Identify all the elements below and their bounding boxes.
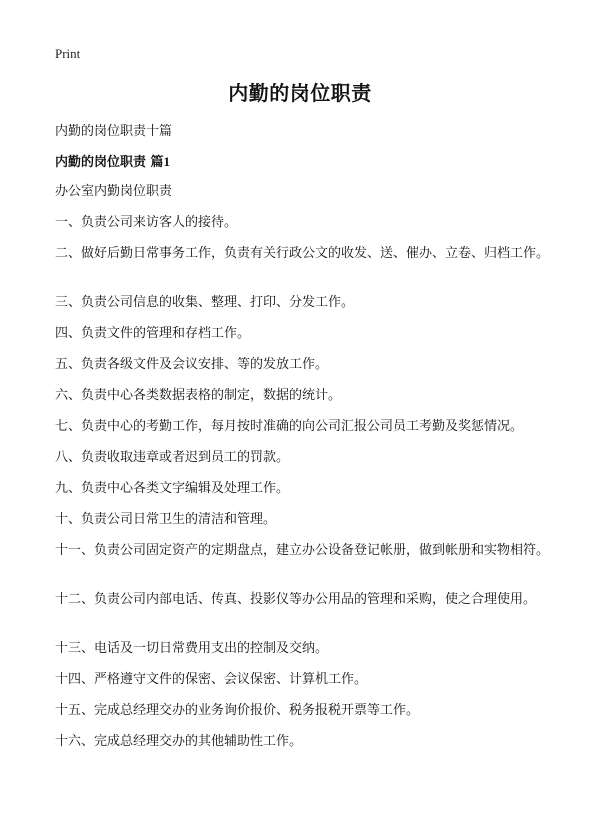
list-item: 十四、严格遵守文件的保密、会议保密、计算机工作。 (55, 672, 368, 687)
section-title-text: 内勤的岗位职责 篇 (55, 155, 164, 170)
list-item: 七、负责中心的考勤工作，每月按时准确的向公司汇报公司员工考勤及奖惩情况。 (55, 419, 524, 434)
list-item: 二、做好后勤日常事务工作，负责有关行政公文的收发、送、催办、立卷、归档工作。 (55, 246, 550, 261)
list-item: 九、负责中心各类文字编辑及处理工作。 (55, 481, 290, 496)
list-item: 一、负责公司来访客人的接待。 (55, 215, 238, 230)
section-number: 1 (163, 154, 171, 169)
list-item: 十一、负责公司固定资产的定期盘点，建立办公设备登记帐册，做到帐册和实物相符。 (55, 543, 550, 558)
list-item: 六、负责中心各类数据表格的制定，数据的统计。 (55, 388, 342, 403)
list-item: 五、负责各级文件及会议安排、等的发放工作。 (55, 357, 329, 372)
list-item: 十二、负责公司内部电话、传真、投影仪等办公用品的管理和采购，使之合理使用。 (55, 592, 537, 607)
page-title: 内勤的岗位职责 (228, 81, 372, 105)
list-item: 四、负责文件的管理和存档工作。 (55, 326, 251, 341)
list-item: 十六、完成总经理交办的其他辅助性工作。 (55, 734, 303, 749)
list-item: 三、负责公司信息的收集、整理、打印、分发工作。 (55, 295, 355, 310)
section-title (55, 151, 170, 170)
list-item: 十、负责公司日常卫生的清洁和管理。 (55, 512, 277, 527)
list-item: 十三、电话及一切日常费用支出的控制及交纳。 (55, 641, 329, 656)
duty-list (55, 183, 555, 764)
list-item: 八、负责收取违章或者迟到员工的罚款。 (55, 450, 290, 465)
print-link[interactable]: Print (55, 46, 81, 61)
list-item: 十五、完成总经理交办的业务询价报价、税务报税开票等工作。 (55, 703, 420, 718)
document-subtitle: 内勤的岗位职责十篇 (55, 124, 173, 139)
list-item: 办公室内勤岗位职责 (55, 184, 173, 199)
